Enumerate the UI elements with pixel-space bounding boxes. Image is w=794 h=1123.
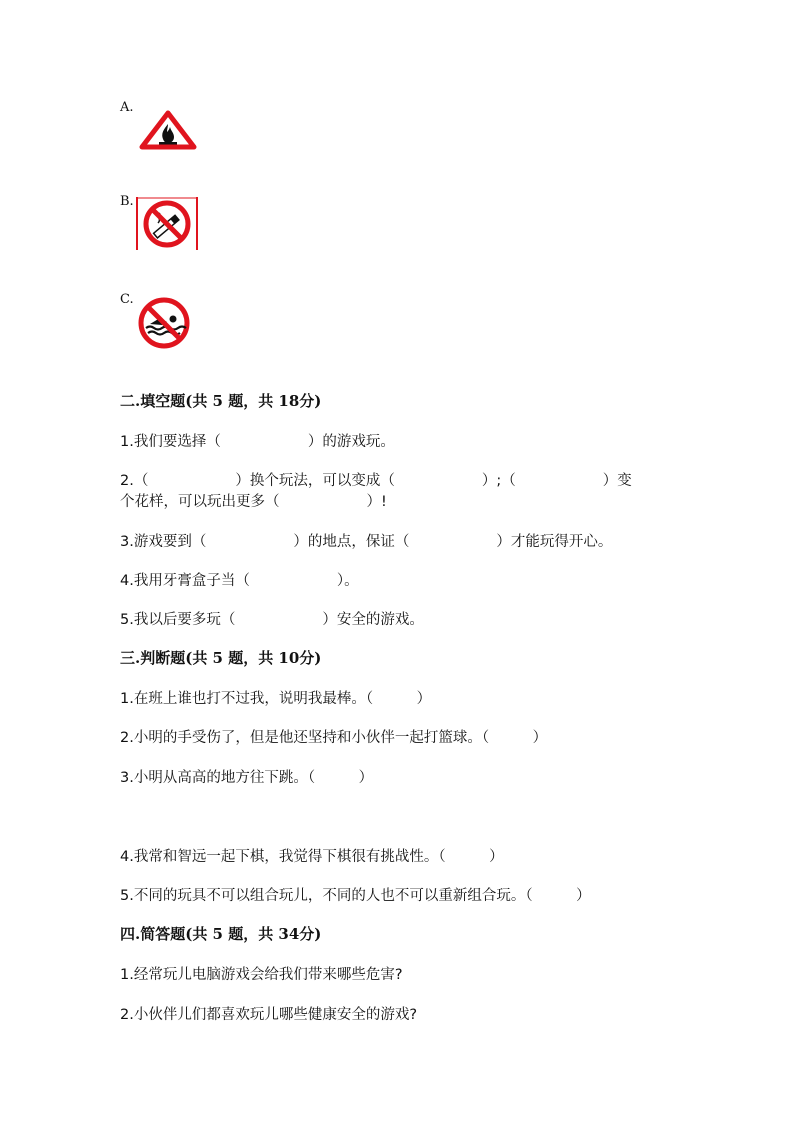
s4-question-1: 1.经常玩儿电脑游戏会给我们带来哪些危害? <box>120 967 403 983</box>
section-4-title: 四.简答题(共 5 题，共 34分) <box>120 925 322 943</box>
s3-question-2: 2.小明的手受伤了，但是他还坚持和小伙伴一起打篮球。（ ） <box>120 730 548 746</box>
s4-question-2: 2.小伙伴儿们都喜欢玩儿哪些健康安全的游戏? <box>120 1007 418 1023</box>
s3-question-3: 3.小明从高高的地方往下跳。（ ） <box>120 770 374 786</box>
s2-question-5: 5.我以后要多玩（ ）安全的游戏。 <box>120 612 424 628</box>
s3-question-5: 5.不同的玩具不可以组合玩儿，不同的人也不可以重新组合玩。（ ） <box>120 888 591 904</box>
no-swimming-icon <box>136 296 192 350</box>
s2-question-4: 4.我用牙膏盒子当（ ）。 <box>120 573 359 589</box>
s2-question-2-line-1: 2.（ ）换个玩法，可以变成（ ）;（ ）变 <box>120 473 632 489</box>
fire-warning-triangle-icon <box>139 110 197 150</box>
option-b-label: B. <box>120 194 134 209</box>
s2-question-2-line-2: 个花样，可以玩出更多（ ）! <box>120 494 387 510</box>
section-3-title: 三.判断题(共 5 题，共 10分) <box>120 649 322 667</box>
s2-question-3: 3.游戏要到（ ）的地点，保证（ ）才能玩得开心。 <box>120 534 613 550</box>
option-c-label: C. <box>120 292 134 307</box>
no-smoking-icon <box>136 197 198 250</box>
s3-question-1: 1.在班上谁也打不过我，说明我最棒。（ ） <box>120 691 432 707</box>
s2-question-1: 1.我们要选择（ ）的游戏玩。 <box>120 434 395 450</box>
option-a-label: A. <box>120 100 134 115</box>
s3-question-4: 4.我常和智远一起下棋，我觉得下棋很有挑战性。（ ） <box>120 849 504 865</box>
section-2-title: 二.填空题(共 5 题，共 18分) <box>120 392 322 410</box>
